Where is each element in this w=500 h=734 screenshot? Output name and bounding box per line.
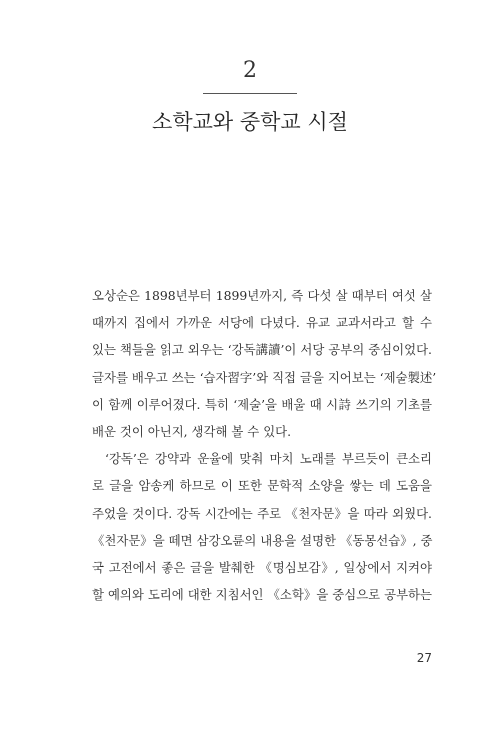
text-line: 오상순은 1898년부터 1899년까지, 즉 다섯 살 때부터 여섯 살 [92,288,432,303]
chapter-divider [203,93,297,94]
text-line: 로 글을 암송케 하므로 이 또한 문학적 소양을 쌓는 데 도움을 [92,478,432,494]
text-line: 배운 것이 아닌지, 생각해 볼 수 있다. [92,423,292,439]
text-line: 《천자문》을 떼면 삼강오륜의 내용을 설명한 《동몽선습》, 중 [92,532,433,548]
chapter-number: 2 [243,58,257,83]
text-line: 할 예의와 도리에 대한 지침서인 《소학》을 중심으로 공부하는 [92,587,432,603]
text-line: 있는 책들을 읽고 외우는 ‘강독講讀’이 서당 공부의 중심이었다. [92,342,432,358]
text-line: ‘강독’은 강약과 운율에 맞춰 마치 노래를 부르듯이 큰소리 [105,451,432,467]
text-line: 주었을 것이다. 강독 시간에는 주로 《천자문》을 따라 외웠다. [92,505,432,521]
chapter-title: 소학교와 중학교 시절 [152,110,348,134]
text-line: 때까지 집에서 가까운 서당에 다녔다. 유교 교과서라고 할 수 [92,315,432,331]
text-line: 글자를 배우고 쓰는 ‘습자習字’와 직접 글을 지어보는 ‘제술製述’ [92,369,437,385]
text-line: 국 고전에서 좋은 글을 발췌한 《명심보감》, 일상에서 지켜야 [92,559,432,575]
page-number: 27 [416,651,432,665]
body-text [92,282,437,608]
text-line: 이 함께 이루어졌다. 특히 ‘제술’을 배울 때 시詩 쓰기의 기초를 [92,396,432,412]
